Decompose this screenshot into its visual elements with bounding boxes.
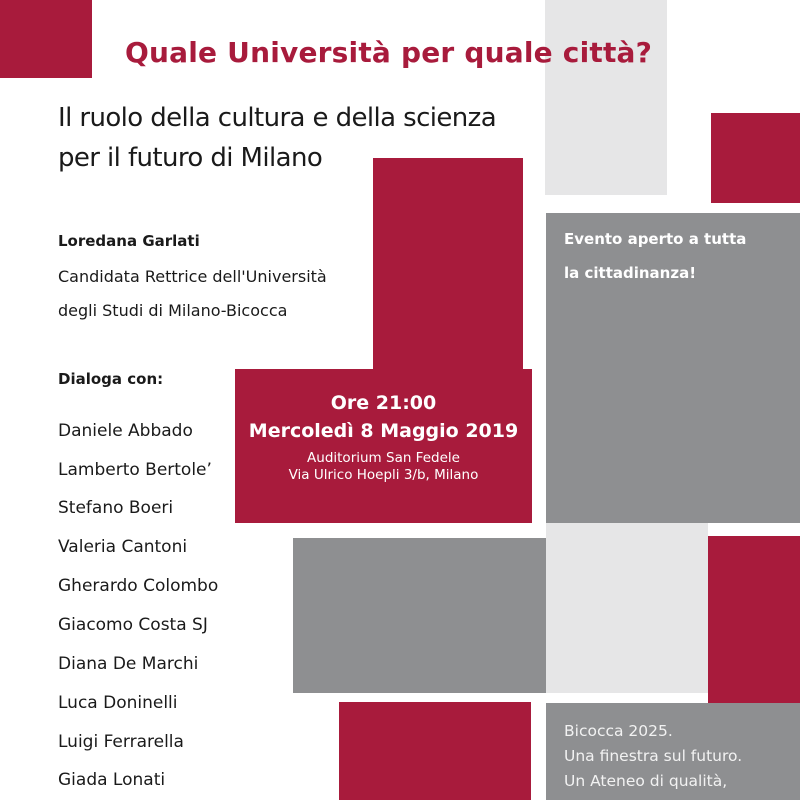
open-event-line-2: la cittadinanza! xyxy=(564,264,697,282)
event-date: Mercoledì 8 Maggio 2019 xyxy=(248,420,519,442)
bicocca-line-3: Un Ateneo di qualità, xyxy=(564,772,728,790)
speaker-role-line-1: Candidata Rettrice dell'Università xyxy=(58,267,327,286)
event-venue: Auditorium San Fedele xyxy=(307,450,460,466)
list-item: Stefano Boeri xyxy=(58,498,174,518)
speaker-name: Loredana Garlati xyxy=(58,232,200,250)
list-item: Diana De Marchi xyxy=(58,654,199,674)
deco-block-light-grey-top xyxy=(545,0,667,195)
list-item: Valeria Cantoni xyxy=(58,537,188,557)
dialogue-heading: Dialoga con: xyxy=(58,370,164,388)
bicocca-line-1: Bicocca 2025. xyxy=(564,722,673,740)
deco-block-grey-right xyxy=(546,213,800,523)
deco-block-bottom-center xyxy=(339,702,531,800)
list-item: Luca Doninelli xyxy=(58,693,178,713)
event-address: Via Ulrico Hoepli 3/b, Milano xyxy=(288,467,479,483)
bicocca-line-2: Una finestra sul futuro. xyxy=(564,747,743,765)
deco-block-center xyxy=(373,158,523,370)
open-event-line-1: Evento aperto a tutta xyxy=(564,230,747,248)
deco-block-right-top xyxy=(711,113,800,203)
subtitle-line-2: per il futuro di Milano xyxy=(58,143,323,173)
list-item: Daniele Abbado xyxy=(58,421,193,441)
event-info-box xyxy=(235,369,532,523)
list-item: Giada Lonati xyxy=(58,770,166,790)
list-item: Giacomo Costa SJ xyxy=(58,615,208,635)
list-item: Luigi Ferrarella xyxy=(58,732,184,752)
deco-block-light-grey-mid xyxy=(546,523,708,693)
deco-block-top-left xyxy=(0,0,92,78)
subtitle-line-1: Il ruolo della cultura e della scienza xyxy=(58,103,497,133)
list-item: Gherardo Colombo xyxy=(58,576,219,596)
event-time: Ore 21:00 xyxy=(330,392,437,414)
page-title: Quale Università per quale città? xyxy=(125,36,653,69)
deco-block-grey-center xyxy=(293,538,546,693)
list-item: Lamberto Bertole’ xyxy=(58,460,212,480)
speaker-role-line-2: degli Studi di Milano-Bicocca xyxy=(58,301,288,320)
